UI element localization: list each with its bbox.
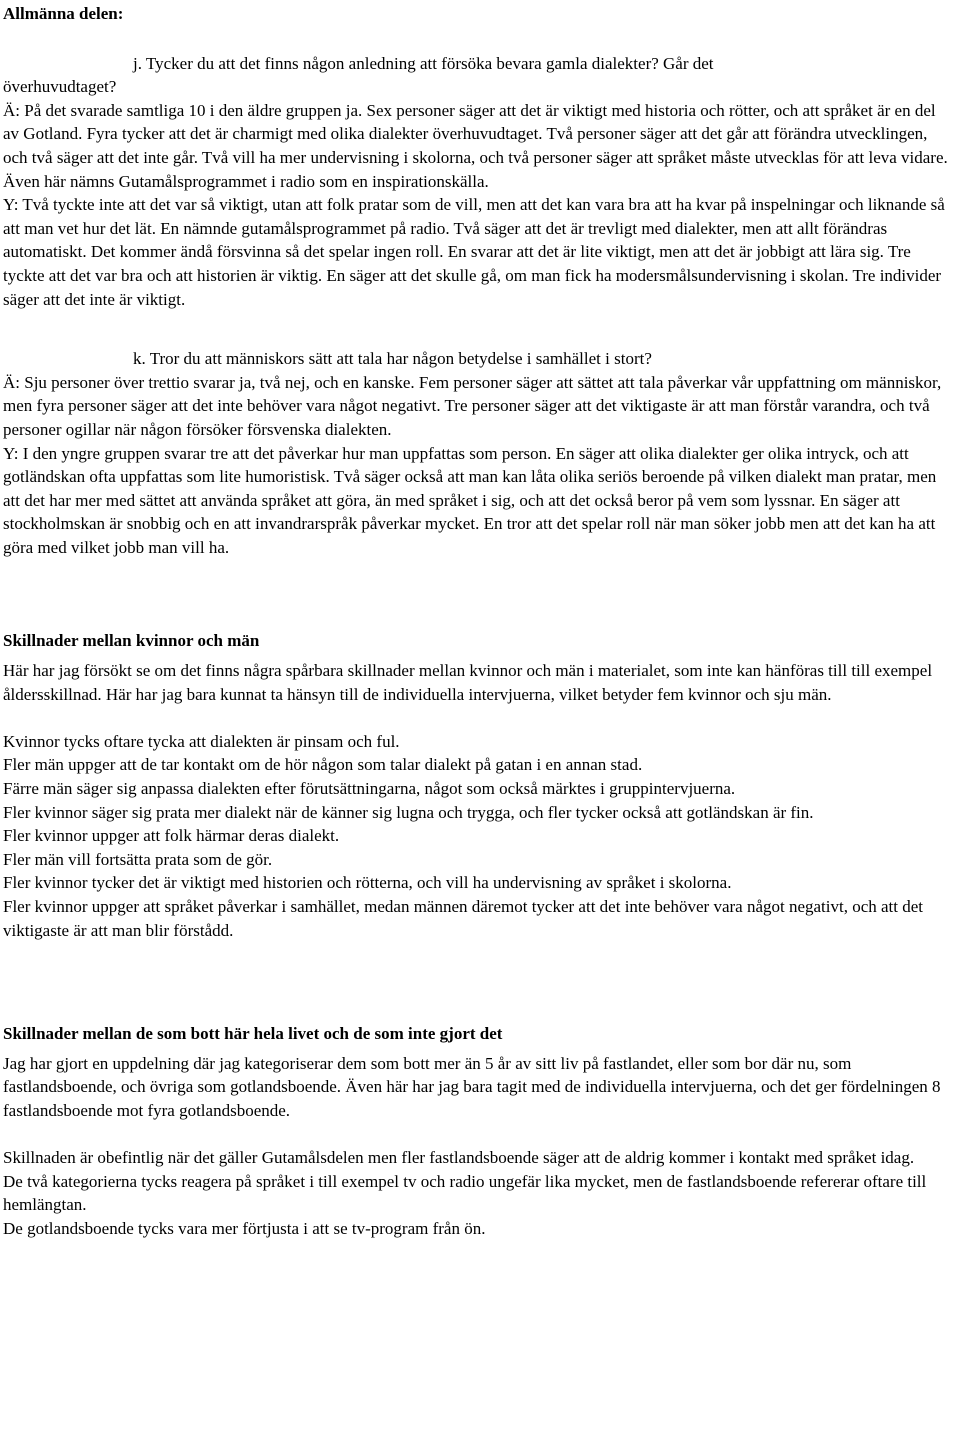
gender-intro: Här har jag försökt se om det finns några spårbara skillnader mellan kvinnor och män i materialet, som inte kan hänföras till till exempel åldersskillnad. Här har jag bara kunnat ta hänsyn till de individuella intervjuerna, vilket betyder fem kvinnor och sju män. [3,661,933,704]
residence-paragraph: De två kategorierna tycks reagera på språket i till exempel tv och radio ungefär lika mycket, men de fastlandsboende refererar oftare till hemlängtan. [3,1171,927,1215]
question-j-continuation: överhuvudtaget? [3,77,117,97]
answer-k-younger: Y: I den yngre gruppen svarar tre att det påverkar hur man uppfattas som person. En säger att olika dialekter ger olika intryck, och att gotländskan ofta uppfattas som lite humoristisk. Två säger också att man kan låta olika seriös beroende på vilken dialekt man pratar, men att det har mer med sättet att använda språket att göra, än med språket i sig, och att det också beror på vem som lyssnar. En säger att stockholmskan är snobbig och en att invandrarspråk påverkar mycket. En tror att det spelar roll när man söker jobb men att det kan ha att göra med vilket jobb man vill ha. [3,443,937,557]
gender-point: Fler kvinnor tycker det är viktigt med historien och rötterna, och vill ha undervisning av språket i skolorna. [3,873,732,893]
heading-residence: Skillnader mellan de som bott här hela livet och de som inte gjort det [3,1024,503,1044]
heading-gender: Skillnader mellan kvinnor och män [3,631,260,651]
spacer [3,1123,955,1147]
residence-paragraph: De gotlandsboende tycks vara mer förtjusta i att se tv-program från ön. [3,1218,486,1238]
gender-point: Fler kvinnor uppger att språket påverkar i samhället, medan männen däremot tycker att det inte behöver vara något negativt, och att det viktigaste är att man blir förstådd. [3,897,924,940]
gender-point: Fler män uppger att de tar kontakt om de hör någon som talar dialekt på gatan i en annan stad. [3,755,643,775]
gender-point: Färre män säger sig anpassa dialekten efter förutsättningarna, något som också märktes i gruppintervjuerna. [3,779,736,799]
answer-k-older: Ä: Sju personer över trettio svarar ja, två nej, och en kanske. Fem personer säger att sättet att tala påverkar vår uppfattning om människor, men fyra personer säger att det inte behöver vara något negativt. Tre personer säger att det viktigaste är att man förstår varandra, och två personer ogillar när någon försöker försvenska dialekten. [3,372,942,439]
question-k: k. Tror du att människors sätt att tala har någon betydelse i samhället i stort? [133,349,652,369]
answer-j-younger: Y: Två tyckte inte att det var så viktigt, utan att folk pratar som de vill, men att det kan vara bra att ha kvar på inspelningar och liknande så att man vet hur det lät. En nämnde gutamålsprogrammet på radio. Två säger att det är trevligt med dialekter, men att allt förändras automatiskt. Det kommer ändå försvinna så det spelar ingen roll. En svarar att det är lite viktigt, men att det är jobbigt att lära sig. Tre tyckte att det var bra och att historien är viktig. En säger att det skulle gå, om man fick ha modersmålsundervisning i skolan. Tre individer säger att det inte är viktigt. [3,195,945,309]
document-page [3,0,955,1241]
question-j: j. Tycker du att det finns någon anledning att försöka bevara gamla dialekter? Går det [133,53,714,73]
spacer [3,942,955,1022]
gender-point: Kvinnor tycks oftare tycka att dialekten är pinsam och ful. [3,731,400,751]
spacer [3,559,955,629]
gender-point: Fler män vill fortsätta prata som de gör. [3,849,273,869]
spacer [3,706,955,730]
residence-paragraph: Skillnaden är obefintlig när det gäller Gutamålsdelen men fler fastlandsboende säger att de aldrig kommer i kontakt med språket idag. [3,1148,915,1168]
answer-j-older: Ä: På det svarade samtliga 10 i den äldre gruppen ja. Sex personer säger att det är viktigt med historia och rötter, och att språket är en del av Gotland. Fyra tycker att det är charmigt med olika dialekter överhuvudtaget. Två personer säger att det går att förändra utvecklingen, och två säger att det inte går. Två vill ha mer undervisning i skolorna, och två personer säger att språket måste utvecklas för att leva vidare. Även här nämns Gutamålsprogrammet i radio som en inspirationskälla. [3,100,948,191]
heading-general: Allmänna delen: [3,4,124,23]
residence-intro: Jag har gjort en uppdelning där jag kategoriserar dem som bott mer än 5 år av sitt liv på fastlandet, eller som bor där nu, som fastlandsboende, och övriga som gotlandsboende. Även här har jag bara tagit med de individuella intervjuerna, och det ger fördelningen 8 fastlandsboende mot fyra gotlandsboende. [3,1053,941,1120]
gender-point: Fler kvinnor säger sig prata mer dialekt när de känner sig lugna och trygga, och fler tycker också att gotländskan är fin. [3,802,814,822]
gender-point: Fler kvinnor uppger att folk härmar deras dialekt. [3,826,340,846]
